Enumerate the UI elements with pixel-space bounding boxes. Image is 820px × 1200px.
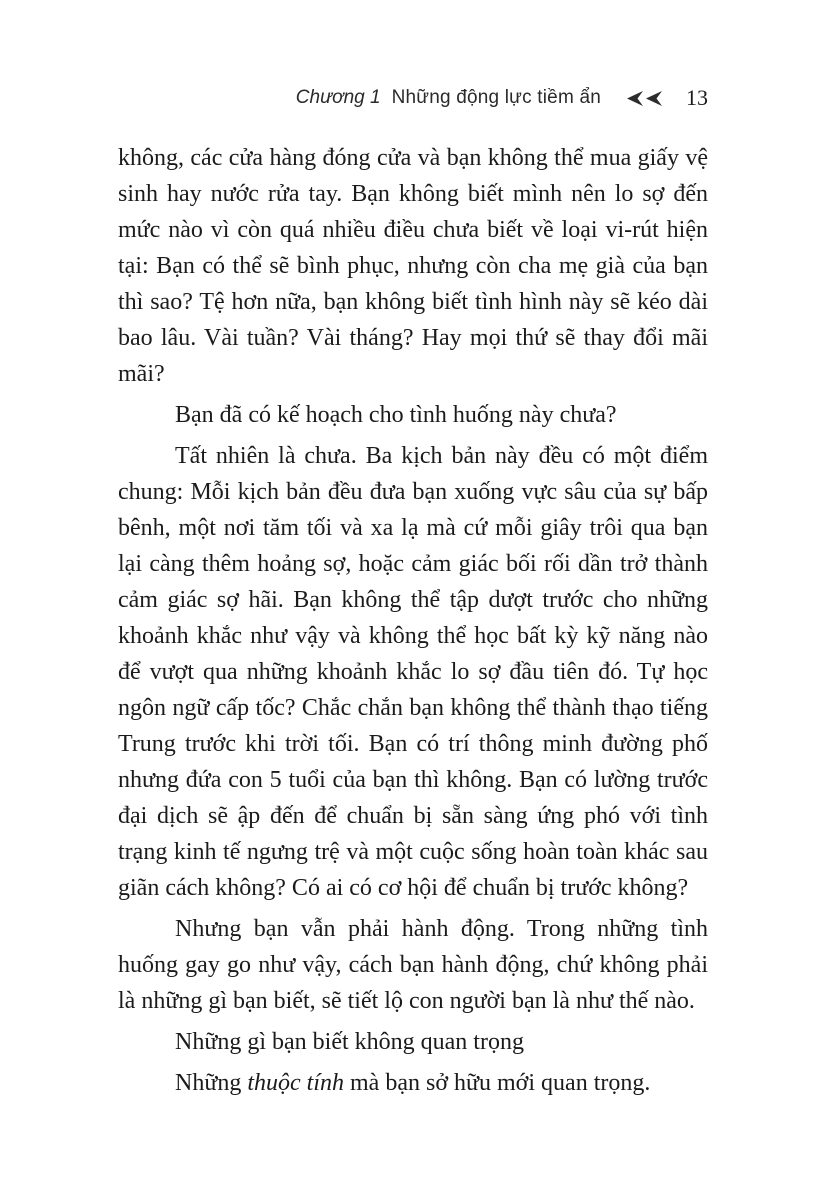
paragraph-segment-italic: thuộc tính — [247, 1070, 344, 1096]
paragraph: Tất nhiên là chưa. Ba kịch bản này đều có một điểm chung: Mỗi kịch bản đều đưa bạn xuống vực sâu của sự bấp bênh, một nơi tăm tối và xa lạ mà cứ mỗi giây trôi qua bạn lại càng thêm hoảng sợ, hoặc cảm giác bối rối dần trở thành cảm giác sợ hãi. Bạn không thể tập dượt trước cho những khoảnh khắc như vậy và không thể học bất kỳ kỹ năng nào để vượt qua những khoảnh khắc lo sợ đầu tiên đó. Tự học ngôn ngữ cấp tốc? Chắc chắn bạn không thể thành thạo tiếng Trung trước khi trời tối. Bạn có trí thông minh đường phố nhưng đứa con 5 tuổi của bạn thì không. Bạn có lường trước đại dịch sẽ ập đến để chuẩn bị sẵn sàng ứng phó với tình trạng kinh tế ngưng trệ và một cuộc sống hoàn toàn khác sau giãn cách không? Có ai có cơ hội để chuẩn bị trước không? — [118, 443, 708, 901]
paragraph: không, các cửa hàng đóng cửa và bạn không thể mua giấy vệ sinh hay nước rửa tay. Bạn không biết mình nên lo sợ đến mức nào vì còn quá nhiều điều chưa biết về loại vi-rút hiện tại: Bạn có thể sẽ bình phục, nhưng còn cha mẹ già của bạn thì sao? Tệ hơn nữa, bạn không biết tình hình này sẽ kéo dài bao lâu. Vài tuần? Vài tháng? Hay mọi thứ sẽ thay đổi mãi mãi? — [118, 145, 708, 387]
chapter-label: Chương 1 — [295, 87, 381, 108]
running-header — [118, 86, 708, 110]
paragraph: Những gì bạn biết không quan trọng — [175, 1029, 524, 1055]
paragraph: Nhưng bạn vẫn phải hành động. Trong những tình huống gay go như vậy, cách bạn hành động, chứ không phải là những gì bạn biết, sẽ tiết lộ con người bạn là như thế nào. — [118, 916, 708, 1014]
paragraph-segment: Những — [175, 1070, 248, 1096]
page-number: 13 — [686, 85, 708, 110]
paragraph: Bạn đã có kế hoạch cho tình huống này chưa? — [175, 402, 617, 428]
chapter-title: Những động lực tiềm ẩn — [391, 87, 601, 108]
paragraph-segment: mà bạn sở hữu mới quan trọng. — [344, 1070, 651, 1096]
paragraph — [118, 1065, 708, 1101]
body-text — [118, 140, 708, 1101]
double-left-arrow-icon — [627, 91, 662, 106]
